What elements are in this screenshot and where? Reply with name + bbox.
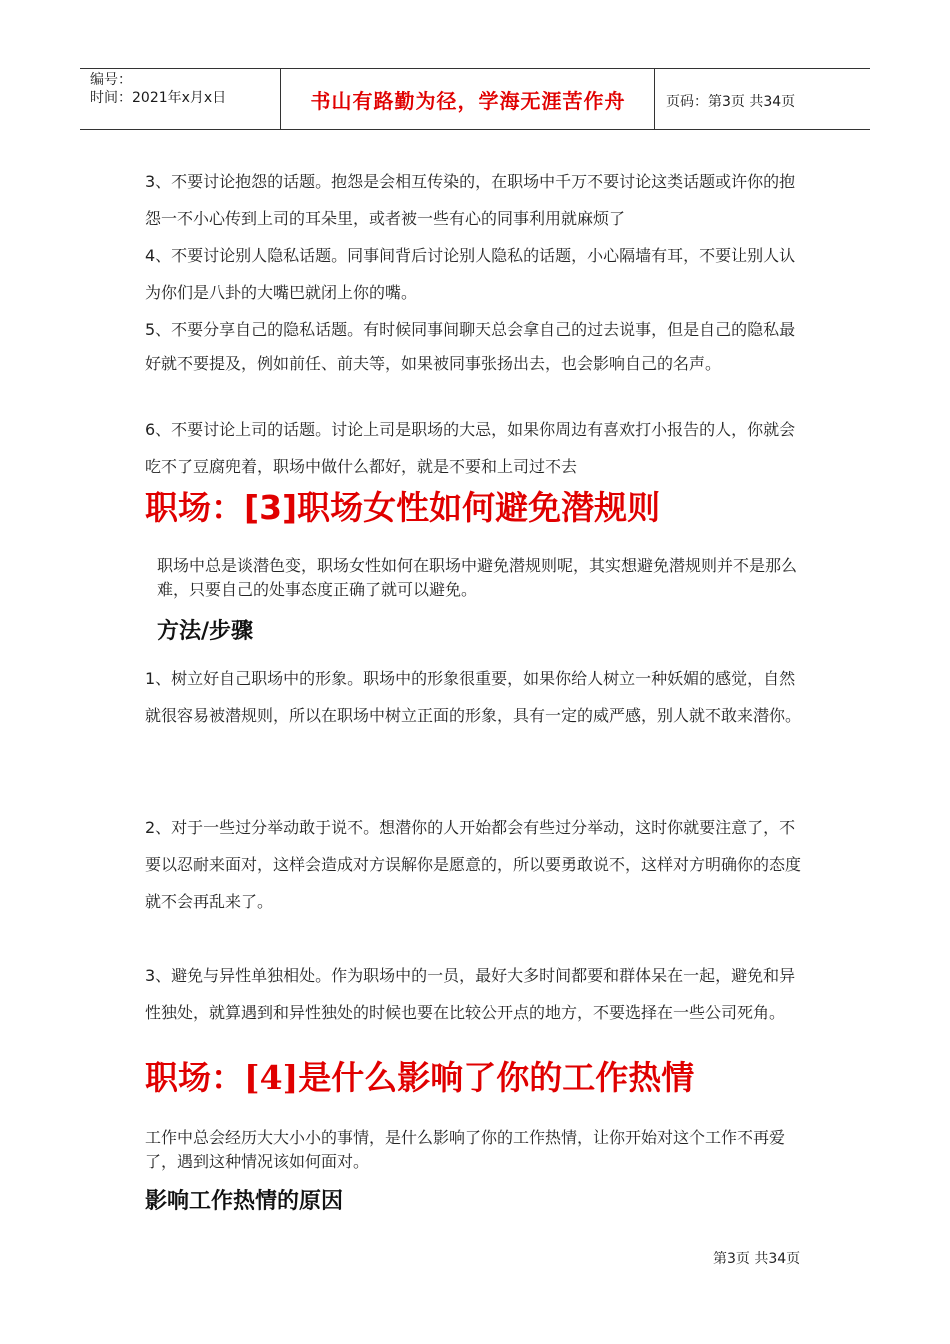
header-motto: 书山有路勤为径，学海无涯苦作舟: [310, 89, 626, 113]
paragraph-item-5: 5、不要分享自己的隐私话题。有时候同事间聊天总会拿自己的过去说事，但是自己的隐私最好就不要提及，例如前任、前夫等，如果被同事张扬出去，也会影响自己的名声。: [145, 320, 796, 373]
header-divider: [280, 69, 281, 129]
section-intro: 职场中总是谈潜色变，职场女性如何在职场中避免潜规则呢，其实想避免潜规则并不是那么难，只要自己的处事态度正确了就可以避免。: [157, 556, 798, 599]
method-heading: 方法/步骤: [157, 619, 254, 644]
section-title-4: 职场：[4]是什么影响了你的工作热情: [145, 1058, 695, 1097]
header-divider: [654, 69, 655, 129]
step-3: 3、避免与异性单独相处。作为职场中的一员，最好大多时间都要和群体呆在一起，避免和异性独处，就算遇到和异性独处的时候也要在比较公开点的地方，不要选择在一些公司死角。: [145, 966, 796, 1022]
header-page-number: 页码：第3页 共34页: [666, 94, 796, 110]
section-title-3: 职场：[3]职场女性如何避免潜规则: [145, 488, 661, 527]
header-meta: [90, 71, 226, 107]
document-number: 编号：: [90, 72, 132, 88]
document-date: 时间：2021年x月x日: [90, 90, 227, 106]
paragraph-item-4: 4、不要讨论别人隐私话题。同事间背后讨论别人隐私的话题，小心隔墙有耳，不要让别人认为你们是八卦的大嘴巴就闭上你的嘴。: [145, 246, 796, 302]
footer-page-number: 第3页 共34页: [713, 1251, 801, 1267]
paragraph-item-3: 3、不要讨论抱怨的话题。抱怨是会相互传染的，在职场中千万不要讨论这类话题或许你的抱怨一不小心传到上司的耳朵里，或者被一些有心的同事利用就麻烦了: [145, 172, 796, 228]
step-2: 2、对于一些过分举动敢于说不。想潜你的人开始都会有些过分举动，这时你就要注意了，不要以忍耐来面对，这样会造成对方误解你是愿意的，所以要勇敢说不，这样对方明确你的态度就不会再乱来了。: [145, 818, 802, 911]
reasons-heading: 影响工作热情的原因: [145, 1189, 344, 1214]
step-1: 1、树立好自己职场中的形象。职场中的形象很重要，如果你给人树立一种妖媚的感觉，自然就很容易被潜规则，所以在职场中树立正面的形象，具有一定的威严感，别人就不敢来潜你。: [145, 669, 802, 725]
page-header: [80, 68, 870, 130]
section-intro: 工作中总会经历大大小小的事情，是什么影响了你的工作热情，让你开始对这个工作不再爱了，遇到这种情况该如何面对。: [145, 1128, 786, 1171]
paragraph-item-6: 6、不要讨论上司的话题。讨论上司是职场的大忌，如果你周边有喜欢打小报告的人，你就会吃不了豆腐兜着，职场中做什么都好，就是不要和上司过不去: [145, 420, 796, 476]
